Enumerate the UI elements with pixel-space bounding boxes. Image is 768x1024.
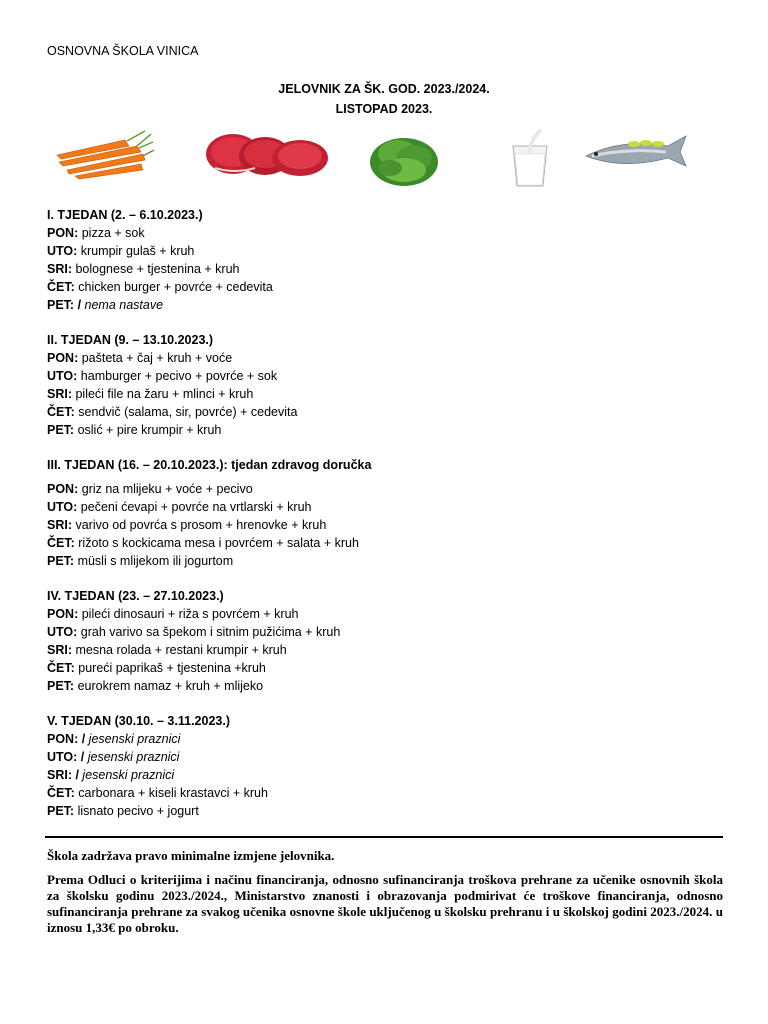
day-row [47, 385, 727, 403]
day-label: ČET: [47, 405, 75, 419]
day-menu: eurokrem namaz + kruh + mlijeko [74, 679, 264, 693]
day-label: PON: [47, 607, 79, 621]
day-label: UTO: [47, 244, 78, 258]
day-label: ČET: [47, 280, 75, 294]
week-heading [47, 331, 727, 349]
lettuce-image [368, 128, 440, 188]
day-row [47, 278, 727, 296]
day-menu: chicken burger + povrće + cedevita [74, 280, 273, 294]
day-row [47, 480, 727, 498]
day-row [47, 224, 727, 242]
day-label: UTO: [47, 750, 78, 764]
day-label: PET: [47, 804, 75, 818]
day-label: PON: [47, 351, 79, 365]
day-label: UTO: [47, 369, 78, 383]
day-row [47, 260, 727, 278]
milk-image [505, 128, 555, 188]
day-label: UTO: [47, 500, 78, 514]
day-row [47, 766, 727, 784]
day-row [47, 367, 727, 385]
day-menu: grah varivo sa špekom i sitnim pužićima + kruh [77, 625, 341, 639]
week-heading-text: II. TJEDAN (9. – 13.10.2023.) [47, 333, 214, 347]
week-heading [47, 206, 727, 224]
weekly-menu [47, 206, 727, 837]
day-label: ČET: [47, 786, 75, 800]
week-heading-text: III. TJEDAN (16. – 20.10.2023.): [47, 458, 228, 472]
day-slash: / [77, 750, 85, 764]
day-row [47, 552, 727, 570]
day-note: jesenski praznici [84, 750, 180, 764]
day-menu: sendvič (salama, sir, povrće) + cedevita [74, 405, 298, 419]
day-row [47, 421, 727, 439]
day-slash: / [78, 732, 86, 746]
day-menu: carbonara + kiseli krastavci + kruh [74, 786, 268, 800]
day-menu: pizza + sok [78, 226, 145, 240]
day-row [47, 730, 727, 748]
week-block [47, 206, 727, 314]
day-menu: lisnato pecivo + jogurt [74, 804, 199, 818]
week-block [47, 587, 727, 695]
day-row [47, 534, 727, 552]
week-theme: tjedan zdravog doručka [227, 458, 372, 472]
day-label: SRI: [47, 518, 72, 532]
day-row [47, 403, 727, 421]
day-label: PET: [47, 554, 75, 568]
day-menu: hamburger + pecivo + povrće + sok [77, 369, 278, 383]
day-note: nema nastave [81, 298, 164, 312]
day-label: SRI: [47, 768, 72, 782]
day-row [47, 242, 727, 260]
day-menu: pileći dinosauri + riža s povrćem + kruh [78, 607, 299, 621]
day-menu: pečeni ćevapi + povrće na vrtlarski + kruh [77, 500, 312, 514]
divider [45, 836, 723, 838]
day-menu: müsli s mlijekom ili jogurtom [74, 554, 234, 568]
day-row [47, 516, 727, 534]
week-block [47, 456, 727, 570]
change-notice: Škola zadržava pravo minimalne izmjene jelovnika. [47, 848, 335, 863]
day-row [47, 349, 727, 367]
day-menu: pileći file na žaru + mlinci + kruh [72, 387, 254, 401]
day-slash: / [74, 298, 82, 312]
funding-notice: Prema Odluci o kriterijima i načinu financiranja, odnosno sufinanciranja troškova prehrane za učenike osnovnih škola za školsku godinu 2023./2024., Ministarstvo znanosti i obrazovanja podmirivat će troškove financiranja, odnosno sufinanciranja prehrane za svakog učenika osnovne škole uključenog u školsku prehranu i u školskoj godini 2023./2024. u iznosu 1,33€ po obroku. [47, 872, 723, 935]
day-menu: pureći paprikaš + tjestenina +kruh [74, 661, 266, 675]
day-row [47, 641, 727, 659]
day-row [47, 498, 727, 516]
day-menu: varivo od povrća s prosom + hrenovke + kruh [72, 518, 327, 532]
day-menu: oslić + pire krumpir + kruh [74, 423, 222, 437]
day-menu: griz na mlijeku + voće + pecivo [78, 482, 253, 496]
day-label: PET: [47, 423, 75, 437]
week-block [47, 712, 727, 820]
carrots-image [55, 128, 155, 180]
day-label: SRI: [47, 643, 72, 657]
day-note: jesenski praznici [85, 732, 181, 746]
day-label: PET: [47, 679, 75, 693]
day-menu: mesna rolada + restani krumpir + kruh [72, 643, 287, 657]
menu-title: JELOVNIK ZA ŠK. GOD. 2023./2024. [278, 82, 490, 96]
day-label: ČET: [47, 661, 75, 675]
day-slash: / [72, 768, 79, 782]
day-menu: pašteta + čaj + kruh + voće [78, 351, 233, 365]
day-label: PON: [47, 482, 79, 496]
day-note: jesenski praznici [78, 768, 175, 782]
week-heading [47, 587, 727, 605]
week-heading-text: I. TJEDAN (2. – 6.10.2023.) [47, 208, 203, 222]
week-heading [47, 712, 727, 730]
fish-image [582, 128, 688, 174]
school-name: OSNOVNA ŠKOLA VINICA [47, 44, 199, 58]
day-row [47, 677, 727, 695]
day-label: ČET: [47, 536, 75, 550]
footer-notes [47, 848, 723, 944]
day-label: PON: [47, 732, 79, 746]
meat-image [205, 128, 330, 178]
day-row [47, 659, 727, 677]
week-heading [47, 456, 727, 474]
day-row [47, 605, 727, 623]
day-label: SRI: [47, 387, 72, 401]
day-row [47, 623, 727, 641]
day-menu: bolognese + tjestenina + kruh [72, 262, 240, 276]
day-row [47, 784, 727, 802]
day-row [47, 802, 727, 820]
day-label: PON: [47, 226, 79, 240]
week-heading-text: IV. TJEDAN (23. – 27.10.2023.) [47, 589, 224, 603]
day-label: PET: [47, 298, 75, 312]
day-label: UTO: [47, 625, 78, 639]
day-row [47, 296, 727, 314]
day-row [47, 748, 727, 766]
menu-month: LISTOPAD 2023. [335, 102, 433, 116]
week-block [47, 331, 727, 439]
week-heading-text: V. TJEDAN (30.10. – 3.11.2023.) [47, 714, 230, 728]
day-menu: krumpir gulaš + kruh [77, 244, 195, 258]
day-label: SRI: [47, 262, 72, 276]
day-menu: rižoto s kockicama mesa i povrćem + salata + kruh [74, 536, 359, 550]
